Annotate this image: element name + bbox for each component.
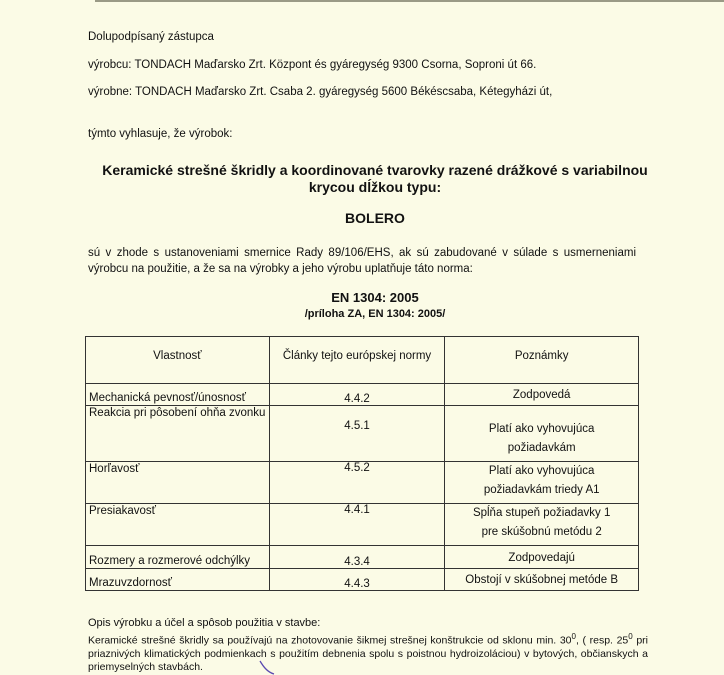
note-line: požiadavkám: [507, 442, 576, 454]
property-cell: Presiakavosť: [86, 504, 270, 546]
article-cell: 4.4.1: [269, 504, 445, 546]
table-row: [86, 462, 639, 504]
table-row: [86, 406, 639, 462]
intro-manufacturer: výrobcu: TONDACH Maďarsko Zrt. Központ és gyáregység 9300 Csorna, Soproni út 66.: [88, 59, 537, 71]
property-cell: Mrazuvzdornosť: [86, 569, 270, 591]
note-cell: [445, 462, 639, 504]
note-line: Platí ako vyhovujúca: [488, 423, 595, 435]
table-row: [86, 384, 639, 406]
header-property: Vlastnosť: [86, 337, 270, 384]
header-article: Články tejto európskej normy: [269, 337, 445, 384]
property-cell: Rozmery a rozmerové odchýlky: [86, 546, 270, 569]
intro-plant: výrobne: TONDACH Maďarsko Zrt. Csaba 2. gyáregység 5600 Békéscsaba, Kétegyházi út,: [88, 86, 553, 98]
intro-declares: týmto vyhlasuje, že výrobok:: [88, 128, 233, 140]
norm-annex: /príloha ZA, EN 1304: 2005/: [304, 308, 446, 320]
note-cell: [445, 406, 639, 462]
article-cell: 4.5.2: [269, 462, 445, 504]
intro-line-1: Dolupodpísaný zástupca: [88, 31, 214, 43]
top-border-line: [95, 0, 724, 2]
note-cell: [445, 546, 639, 569]
property-cell: Mechanická pevnosť/únosnosť: [86, 384, 270, 406]
note-cell: [445, 504, 639, 546]
usage-text-c: pri priaznivých klimatických podmienkach s použitím debnenia spolu s poistnou hydroizoláciou) v bytových, občianskych a priemyselných stavbách.: [88, 634, 648, 673]
note-line: Spĺňa stupeň požiadavky 1: [472, 507, 611, 519]
note-cell: [445, 569, 639, 591]
note-line: Zodpovedá: [512, 389, 571, 401]
product-title-line-1: Keramické strešné škridly a koordinované tvarovky razené drážkové s variabilnou: [102, 162, 648, 178]
property-cell: Reakcia pri pôsobení ohňa zvonku: [86, 406, 270, 462]
note-line: Zodpovedajú: [508, 552, 575, 564]
article-value: 4.5.1: [344, 420, 370, 432]
note-line: pre skúšobnú metódu 2: [481, 526, 602, 538]
note-line: požiadavkám triedy A1: [483, 484, 600, 496]
compliance-statement: sú v zhode s ustanoveniami smernice Rady 89/106/EHS, ak sú zabudované v súlade s usmerneniami výrobcu na použitie, a že sa na výrobky a jeho výrobu uplatňuje táto norma:: [88, 247, 636, 275]
signature-mark: [258, 660, 278, 675]
degree-sup-1: 0: [571, 632, 576, 641]
property-cell: Horľavosť: [86, 462, 270, 504]
table-row: [86, 569, 639, 591]
note-line: Obstojí v skúšobnej metóde B: [465, 574, 619, 586]
product-name: BOLERO: [345, 210, 405, 226]
degree-sup-2: 0: [628, 632, 633, 641]
usage-text: [88, 630, 648, 674]
header-notes: Poznámky: [445, 337, 639, 384]
note-line: Platí ako vyhovujúca: [488, 465, 595, 477]
article-cell: 4.3.4: [269, 546, 445, 569]
usage-heading: Opis výrobku a účel a spôsob použitia v stavbe:: [88, 617, 321, 629]
article-cell: 4.4.3: [269, 569, 445, 591]
table-header-row: [86, 337, 639, 384]
article-cell: 4.4.2: [269, 384, 445, 406]
table-row: [86, 504, 639, 546]
table-row: [86, 546, 639, 569]
norm-code: EN 1304: 2005: [331, 290, 419, 305]
usage-text-a: Keramické strešné škridly sa používajú na zhotovovanie šikmej strešnej konštrukcie od sklonu min. 30: [88, 634, 572, 647]
note-cell: [445, 384, 639, 406]
usage-text-b: , ( resp. 25: [575, 634, 629, 647]
properties-table: [85, 336, 639, 591]
article-cell: [269, 406, 445, 462]
product-title-line-2: krycou dĺžkou typu:: [308, 179, 442, 195]
